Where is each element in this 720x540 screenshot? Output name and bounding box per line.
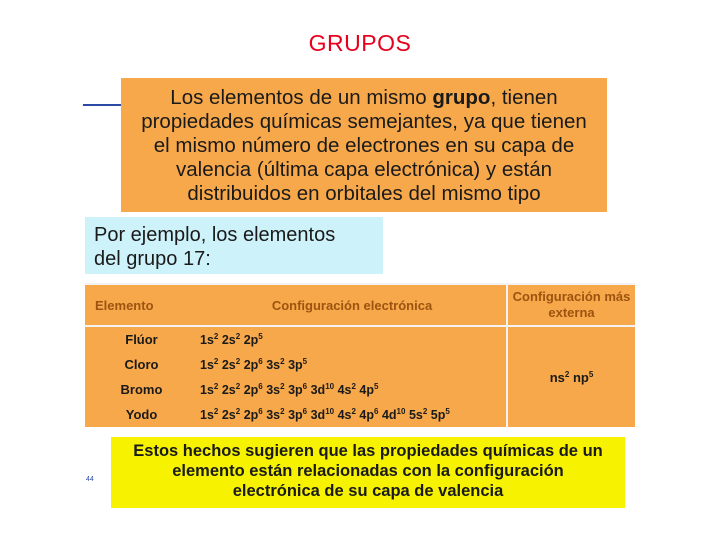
- configuration-table: [85, 283, 635, 427]
- example-line-2: del grupo 17:: [94, 248, 211, 270]
- electron-count: 2: [351, 406, 356, 416]
- electron-count: 2: [235, 406, 241, 416]
- orbital-term: $2p^6$: [243, 381, 263, 397]
- intro-line-3: el mismo número de electrones en su capa de: [153, 134, 575, 157]
- orbital-term: $2s^2$: [221, 381, 241, 397]
- electron-count: 5: [374, 381, 379, 391]
- slide-title: GRUPOS: [308, 30, 412, 56]
- orbital-term: $np^5$: [572, 369, 594, 385]
- intro-line-1-start: Los elementos de un mismo: [170, 86, 433, 109]
- electron-count: 2: [422, 406, 428, 416]
- electron-count: 10: [325, 381, 335, 391]
- orbital-term: $3p^5$: [288, 356, 308, 372]
- electron-count: 5: [258, 331, 263, 341]
- orbital-term: $2p^6$: [243, 356, 263, 372]
- electron-count: 6: [258, 356, 263, 366]
- conclusion-line-2: elemento están relacionadas con la configuración: [172, 462, 564, 480]
- electron-count: 2: [280, 406, 285, 416]
- example-box: [85, 217, 383, 274]
- electron-count: 6: [258, 406, 263, 416]
- orbital-term: $3p^6$: [288, 381, 308, 397]
- conclusion-box: [111, 437, 625, 508]
- electron-count: 2: [351, 381, 356, 391]
- intro-bold-word: grupo: [432, 86, 491, 109]
- orbital-term: $2p^5$: [243, 331, 263, 347]
- orbital-term: $1s^2$: [200, 381, 219, 397]
- electron-count: 2: [235, 356, 241, 366]
- orbital-term: $2s^2$: [221, 356, 241, 372]
- orbital-term: $4s^2$: [337, 381, 356, 397]
- electron-count: 10: [396, 406, 406, 416]
- electron-count: 2: [280, 356, 285, 366]
- orbital-term: $3p^6$: [288, 406, 308, 422]
- page-number: 44: [86, 476, 94, 483]
- element-name: Cloro: [124, 357, 159, 373]
- electron-count: 5: [302, 356, 308, 366]
- orbital-term: $5p^5$: [430, 406, 450, 422]
- electron-config: [198, 326, 507, 352]
- example-line-1: Por ejemplo, los elementos: [94, 224, 336, 246]
- electron-config: [198, 402, 507, 427]
- header-element: Elemento: [85, 284, 198, 326]
- intro-text-box: [121, 78, 607, 212]
- intro-line-1-end: , tienen: [490, 86, 558, 109]
- orbital-term: $ns^2$: [549, 369, 570, 385]
- electron-count: 6: [302, 406, 308, 416]
- outer-config: [507, 326, 635, 427]
- header-outer: Configuración más externa: [507, 284, 635, 326]
- element-name: Flúor: [125, 332, 158, 348]
- electron-count: 2: [564, 369, 570, 379]
- orbital-term: $5s^2$: [408, 406, 428, 422]
- table-row: [85, 326, 635, 352]
- element-name: Yodo: [125, 407, 158, 423]
- intro-line-5: distribuidos en orbitales del mismo tipo: [187, 182, 541, 205]
- electron-count: 5: [445, 406, 450, 416]
- table-header-row: [85, 284, 635, 326]
- header-configuration: Configuración electrónica: [198, 284, 507, 326]
- electron-count: 2: [235, 381, 241, 391]
- electron-config: [198, 377, 507, 402]
- intro-line-4: valencia (última capa electrónica) y están: [175, 158, 553, 181]
- electron-count: 6: [374, 406, 379, 416]
- orbital-term: $4p^6$: [359, 406, 379, 422]
- electron-count: 6: [258, 381, 263, 391]
- orbital-term: $3s^2$: [266, 406, 285, 422]
- element-name: Bromo: [120, 382, 163, 398]
- orbital-term: $3s^2$: [266, 381, 285, 397]
- orbital-term: $2s^2$: [221, 406, 241, 422]
- electron-count: 6: [302, 381, 308, 391]
- orbital-term: $1s^2$: [200, 331, 219, 347]
- electron-count: 2: [235, 331, 241, 341]
- electron-config: [198, 352, 507, 377]
- intro-line-2: propiedades químicas semejantes, ya que tienen: [141, 110, 587, 133]
- electron-count: 2: [280, 381, 285, 391]
- conclusion-line-3: electrónica de su capa de valencia: [232, 482, 504, 500]
- electron-count: 2: [213, 356, 219, 366]
- orbital-term: $1s^2$: [200, 356, 219, 372]
- orbital-term: $1s^2$: [200, 406, 219, 422]
- conclusion-line-1: Estos hechos sugieren que las propiedades químicas de un: [133, 442, 603, 460]
- orbital-term: $3s^2$: [266, 356, 285, 372]
- orbital-term: $3d^{10}$: [310, 381, 335, 397]
- electron-count: 5: [588, 369, 594, 379]
- orbital-term: $3d^{10}$: [310, 406, 335, 422]
- title-underline: [83, 104, 123, 106]
- orbital-term: $4d^{10}$: [381, 406, 406, 422]
- electron-count: 2: [213, 381, 219, 391]
- orbital-term: $2s^2$: [221, 331, 241, 347]
- orbital-term: $2p^6$: [243, 406, 263, 422]
- electron-count: 2: [213, 406, 219, 416]
- orbital-term: $4s^2$: [337, 406, 356, 422]
- electron-count: 2: [213, 331, 219, 341]
- electron-count: 10: [325, 406, 335, 416]
- orbital-term: $4p^5$: [359, 381, 379, 397]
- intro-line-1: [127, 86, 601, 110]
